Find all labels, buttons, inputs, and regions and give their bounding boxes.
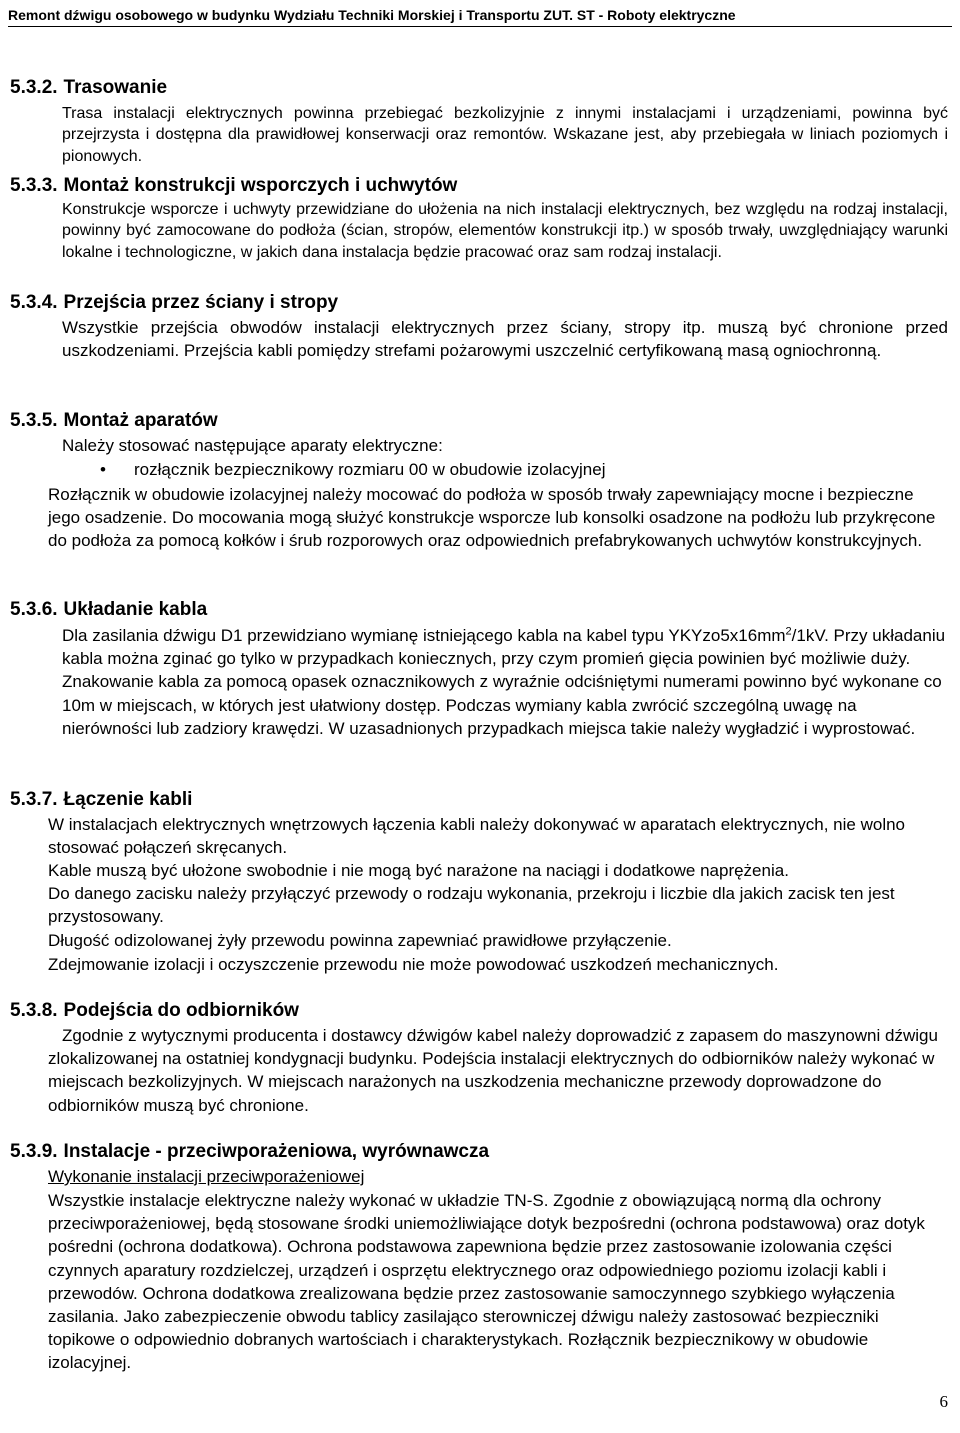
section-title: Przejścia przez ściany i stropy — [63, 292, 339, 313]
section-heading-5-3-2 — [10, 77, 167, 99]
section-title: Trasowanie — [63, 77, 168, 98]
section-heading-5-3-6 — [10, 599, 207, 621]
section-body-5-3-5: Rozłącznik w obudowie izolacyjnej należy mocować do podłoża w sposób trwały zapewniający mocne i bezpieczne jego osadzenie. Do mocowania mogą służyć konstrukcje wsporcze lub konsolki osadzone na podłożu lub przykręcone do podłoża za pomocą kołków i śrub rozporowych oraz odpowiednich prefabrykowanych uchwytów konstrukcyjnych. — [48, 485, 936, 551]
section-number: 5.3.6. — [10, 599, 58, 620]
section-number: 5.3.8. — [10, 1000, 58, 1021]
section-body-5-3-9: Wszystkie instalacje elektryczne należy wykonać w układzie TN-S. Zgodnie z obowiązującą normą dla ochrony przeciwporażeniowej, będą stosowane środki uniemożliwiające dotyk bezpośredni (ochrona podstawowa) oraz dotyk pośredni (ochrona dodatkowa). Ochrona podstawowa zapewniona będzie przez zastosowanie izolowania części czynnych aparatury rozdzielczej, urządzeń i osprzętu elektrycznego oraz odpowiedniego poziomu izolacji kabli i przewodów. Ochrona dodatkowa zrealizowana będzie przez zastosowanie samoczynnego szybkiego wyłączenia zasilania. Jako zabezpieczenie obwodu tablicy zasilająco sterowniczej dźwigu należy zastosować bezpieczniki topikowe o odpowiednio dobranych wartościach i charakterystykach. Rozłącznik bezpiecznikowy w obudowie izolacyjnej. — [48, 1191, 925, 1373]
section-body-5-3-3: Konstrukcje wsporcze i uchwyty przewidziane do ułożenia na nich instalacji elektrycznych, bez względu na rodzaj instalacji, powinny być zamocowane do podłoża (ścian, stropów, elementów konstrukcji itp.) w sposób trwały, uwzględniający warunki lokalne i technologiczne, w jakich dana instalacja będzie pracować oraz sam rodzaj instalacji. — [62, 201, 948, 261]
section-body-5-3-2: Trasa instalacji elektrycznych powinna przebiegać bezkolizyjnie z innymi instalacjami i urządzeniami, powinna być przejrzysta i dostępna dla prawidłowej konserwacji oraz remontów. Wskazane jest, aby przebiegała w liniach poziomych i pionowych. — [62, 105, 948, 165]
section-heading-5-3-4 — [10, 292, 338, 314]
section-body-5-3-4: Wszystkie przejścia obwodów instalacji elektrycznych przez ściany, stropy itp. muszą być chronione przed uszkodzeniami. Przejścia kabli pomiędzy strefami pożarowymi uszczelnić certyfikowaną masą ogniochronną. — [62, 318, 948, 361]
section-heading-5-3-7 — [10, 789, 192, 811]
body-part-2: /1kV. Przy układaniu kabla można zginać go tylko w przypadkach koniecznych, przy czym promień gięcia powinien być możliwie duży. Znakowanie kabla za pomocą opasek oznacznikowych z wyraźnie odciśniętymi numerami powinno być wykonane co 10m w miejscach, w których jest ułatwiony dostęp. Podczas wymiany kabla zwrócić szczególną uwagę na nierówności lub zadziory krawędzi. W uzasadnionych przypadkach miejsca takie należy wygładzić i wyprostować. — [62, 626, 946, 738]
section-number: 5.3.9. — [10, 1141, 58, 1162]
section-title: Instalacje - przeciwporażeniowa, wyrównawcza — [63, 1141, 490, 1162]
bullet-text: rozłącznik bezpiecznikowy rozmiaru 00 w obudowie izolacyjnej — [134, 460, 606, 479]
page-header: Remont dźwigu osobowego w budynku Wydziału Techniki Morskiej i Transportu ZUT. ST - Roboty elektryczne — [8, 4, 952, 27]
section-title: Układanie kabla — [63, 599, 208, 620]
section-heading-5-3-3 — [10, 175, 457, 197]
section-subtitle: Wykonanie instalacji przeciwporażeniowej — [48, 1167, 365, 1186]
body-part-1: Dla zasilania dźwigu D1 przewidziano wymianę istniejącego kabla na kabel typu YKYzo5x16mm — [62, 626, 786, 645]
section-paragraph: Zdejmowanie izolacji i oczyszczenie przewodu nie może powodować uszkodzeń mechanicznych. — [48, 955, 779, 974]
section-intro-5-3-5: Należy stosować następujące aparaty elektryczne: — [62, 436, 443, 455]
page-number: 6 — [939, 1392, 948, 1411]
section-title: Podejścia do odbiorników — [63, 1000, 299, 1021]
section-paragraph: Kable muszą być ułożone swobodnie i nie mogą być narażone na naciągi i dodatkowe naprężenia. — [48, 861, 789, 880]
section-number: 5.3.5. — [10, 410, 58, 431]
superscript: 2 — [785, 625, 792, 638]
section-title: Łączenie kabli — [63, 789, 193, 810]
section-heading-5-3-5 — [10, 410, 218, 432]
section-heading-5-3-9 — [10, 1141, 489, 1163]
section-heading-5-3-8 — [10, 1000, 299, 1022]
section-number: 5.3.4. — [10, 292, 58, 313]
bullet-icon: • — [100, 460, 106, 479]
section-number: 5.3.3. — [10, 175, 58, 196]
section-number: 5.3.7. — [10, 789, 58, 810]
section-number: 5.3.2. — [10, 77, 58, 98]
section-paragraph: W instalacjach elektrycznych wnętrzowych łączenia kabli należy dokonywać w aparatach elektrycznych, nie wolno stosować połączeń skręcanych. — [48, 815, 906, 858]
section-body-5-3-6 — [62, 624, 948, 740]
section-body-5-3-8: Zgodnie z wytycznymi producenta i dostawcy dźwigów kabel należy doprowadzić z zapasem do maszynowni dźwigu zlokalizowanej na ostatniej kondygnacji budynku. Podejścia instalacji elektrycznych do odbiorników należy wykonać w miejscach bezkolizyjnych. W miejscach narażonych na uszkodzenia mechaniczne przewody doprowadzone do odbiorników muszą być chronione. — [48, 1026, 938, 1115]
section-title: Montaż konstrukcji wsporczych i uchwytów — [63, 175, 458, 196]
section-title: Montaż aparatów — [63, 410, 218, 431]
section-paragraph: Do danego zacisku należy przyłączyć przewody o rodzaju wykonania, przekroju i liczbie dla jakich zacisk ten jest przystosowany. — [48, 884, 895, 927]
section-paragraph: Długość odizolowanej żyły przewodu powinna zapewniać prawidłowe przyłączenie. — [48, 931, 672, 950]
